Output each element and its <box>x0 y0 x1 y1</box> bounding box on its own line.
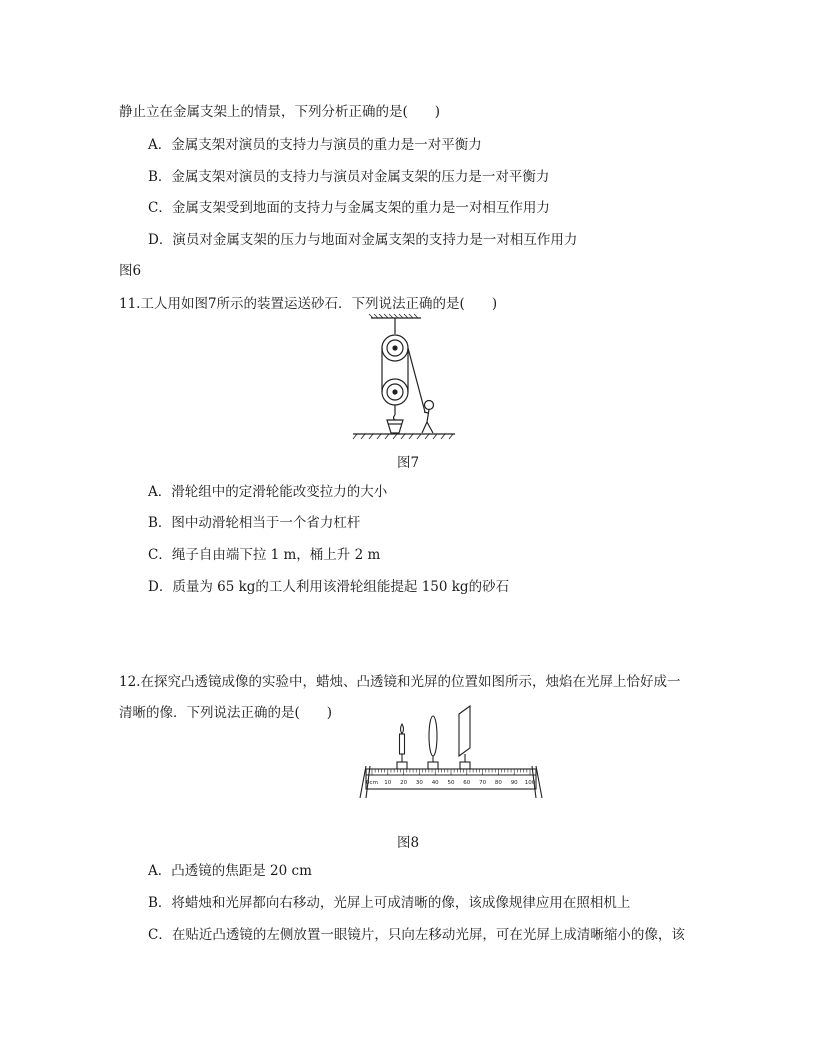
candle <box>400 734 405 754</box>
ruler-label: 60 <box>463 780 471 786</box>
q12-stem-line2: 清晰的像．下列说法正确的是( ) <box>119 705 333 721</box>
light-screen <box>459 706 470 756</box>
q12-stem-line1: 12.在探究凸透镜成像的实验中，蜡烛、凸透镜和光屏的位置如图所示，烛焰在光屏上恰好成一 <box>119 674 681 690</box>
optical-bench-figure <box>352 704 548 802</box>
figure-6-label: 图6 <box>119 263 142 279</box>
ruler-label: 30 <box>415 780 423 786</box>
ruler-label: 40 <box>431 780 439 786</box>
ruler-label: 80 <box>494 780 502 786</box>
q10-stem: 静止立在金属支架上的情景，下列分析正确的是( ) <box>119 104 441 120</box>
ruler-label: 70 <box>479 780 487 786</box>
ruler-label: 100 <box>524 780 536 786</box>
figure-8-label: 图8 <box>396 835 420 851</box>
q10-option-d: D．演员对金属支架的压力与地面对金属支架的支持力是一对相互作用力 <box>148 232 578 248</box>
ruler-label: 20 <box>400 780 408 786</box>
q10-option-c: C．金属支架受到地面的支持力与金属支架的重力是一对相互作用力 <box>148 200 550 216</box>
candle-flame <box>401 724 404 734</box>
q10-option-b: B．金属支架对演员的支持力与演员对金属支架的压力是一对平衡力 <box>148 169 550 185</box>
q12-option-a: A．凸透镜的焦距是 20 cm <box>148 863 312 879</box>
ruler-label: 10 <box>384 780 392 786</box>
q11-option-c: C．绳子自由端下拉 1 m，桶上升 2 m <box>148 547 381 563</box>
q11-option-a: A．滑轮组中的定滑轮能改变拉力的大小 <box>148 484 388 500</box>
ruler-label: 50 <box>447 780 455 786</box>
q11-option-d: D．质量为 65 kg的工人利用该滑轮组能提起 150 kg的砂石 <box>148 579 510 595</box>
ruler-label: 90 <box>510 780 518 786</box>
pulley-system-figure <box>345 312 465 442</box>
ruler-label: 0cm <box>366 780 378 786</box>
q10-option-a: A．金属支架对演员的支持力与演员的重力是一对平衡力 <box>148 137 482 153</box>
q12-option-b: B．将蜡烛和光屏都向右移动，光屏上可成清晰的像，该成像规律应用在照相机上 <box>148 895 631 911</box>
convex-lens <box>429 716 437 756</box>
q11-stem: 11.工人用如图7所示的装置运送砂石．下列说法正确的是( ) <box>119 296 498 312</box>
figure-7-label: 图7 <box>396 455 420 471</box>
q11-option-b: B．图中动滑轮相当于一个省力杠杆 <box>148 515 361 531</box>
q12-option-c: C．在贴近凸透镜的左侧放置一眼镜片，只向左移动光屏，可在光屏上成清晰缩小的像，该 <box>148 927 685 943</box>
